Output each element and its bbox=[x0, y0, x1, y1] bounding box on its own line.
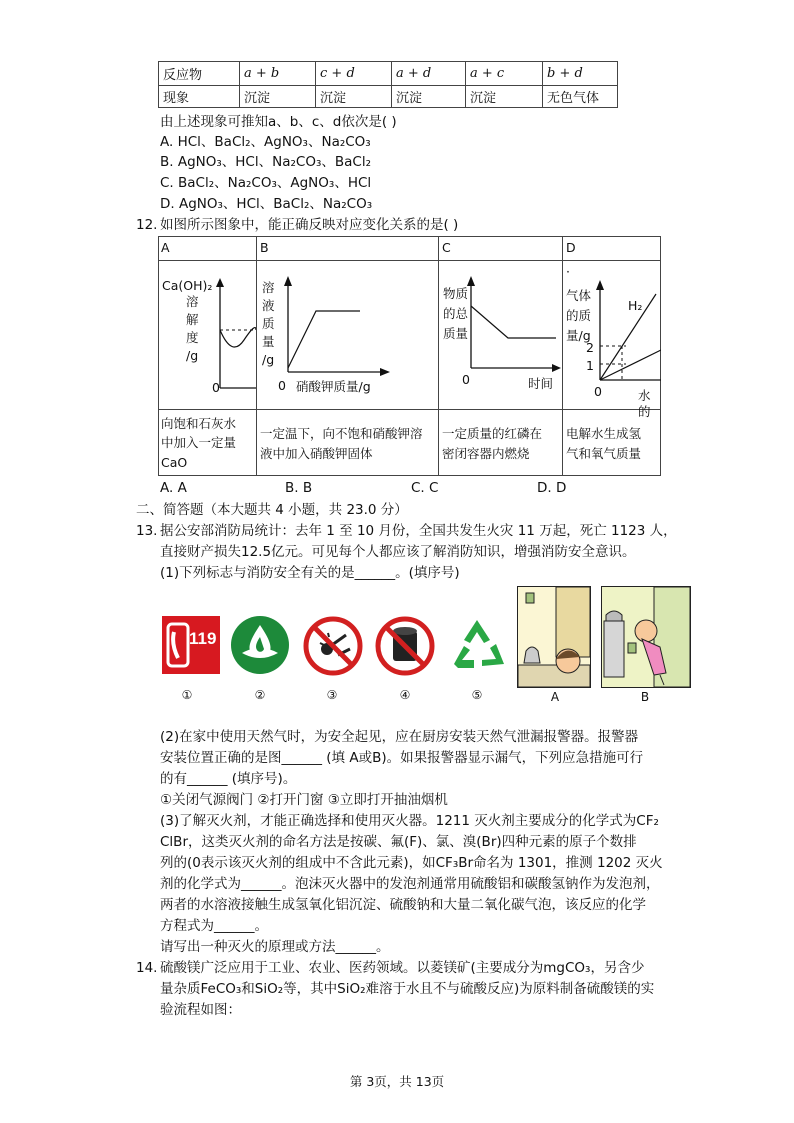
q11-option-b: B. AgNO₃、HCl、Na₂CO₃、BaCl₂ bbox=[160, 154, 371, 170]
graph-b-origin: 0 bbox=[278, 378, 286, 393]
table-cell: a + c bbox=[466, 62, 543, 86]
q13-sub3-line5: 两者的水溶液接触生成氢氧化铝沉淀、硫酸钠和大量二氧化碳气泡，该反应的化学 bbox=[160, 897, 646, 913]
sign-label-1: ① bbox=[181, 688, 193, 702]
q13-sub1: (1)下列标志与消防安全有关的是______。(填序号) bbox=[160, 565, 460, 581]
no-flammable-barrel-sign bbox=[374, 615, 436, 681]
graph-c-ylabel-1: 物质 bbox=[443, 286, 469, 301]
water-drop-sign bbox=[230, 615, 290, 679]
q12-option-d: D. D bbox=[537, 480, 567, 496]
graph-b-ylabel-1: 溶 bbox=[262, 280, 275, 295]
kitchen-picture-b bbox=[601, 586, 691, 688]
graph-a-ylabel-4: /g bbox=[186, 348, 199, 363]
q13-para-1: 据公安部消防局统计：去年 1 至 10 月份，全国共发生火灾 11 万起，死亡 1123 人， bbox=[160, 523, 677, 539]
reaction-table bbox=[158, 61, 618, 108]
q12-number: 12. bbox=[136, 217, 158, 233]
graph-b-plot bbox=[280, 276, 390, 378]
recycle-sign bbox=[446, 614, 508, 680]
table-cell: a + d bbox=[392, 62, 466, 86]
desc-b-2: 液中加入硝酸钾固体 bbox=[260, 446, 373, 461]
header-a: A bbox=[161, 240, 170, 255]
q13-number: 13. bbox=[136, 523, 158, 539]
graph-b-ylabel-5: /g bbox=[262, 352, 275, 367]
q14-para-2: 量杂质FeCO₃和SiO₂等，其中SiO₂难溶于水且不与硫酸反应)为原料制备硫酸镁的实 bbox=[160, 981, 655, 997]
graph-a-origin: 0 bbox=[212, 380, 220, 395]
picture-label-b: B bbox=[640, 690, 650, 704]
table-cell: 沉淀 bbox=[466, 86, 543, 108]
no-fireworks-sign bbox=[302, 615, 364, 681]
q13-sub3-line2: ClBr，这类灭火剂的命名方法是按碳、氟(F)、氯、溴(Br)四种元素的原子个数排 bbox=[160, 834, 637, 850]
sign-label-5: ⑤ bbox=[471, 688, 483, 702]
q13-sub2-line1: (2)在家中使用天然气时，为安全起见，应在厨房安装天然气泄漏报警器。报警器 bbox=[160, 729, 639, 745]
q11-stem: 由上述现象可推知a、b、c、d依次是( ) bbox=[160, 114, 397, 130]
graph-d-tick-1: 1 bbox=[586, 358, 594, 373]
kitchen-scene-a-icon bbox=[518, 587, 590, 687]
graph-d-xlabel: 水的 bbox=[638, 388, 651, 419]
graph-a-ylabel-2: 解 bbox=[186, 312, 199, 327]
graph-a-ylabel-1: 溶 bbox=[186, 294, 199, 309]
graph-c-origin: 0 bbox=[462, 372, 470, 387]
graph-d-series-label: H₂ bbox=[628, 298, 643, 313]
section-title: 二、简答题（本大题共 4 小题，共 23.0 分） bbox=[136, 502, 408, 518]
fire-phone-119-sign bbox=[162, 616, 220, 674]
desc-a-1: 向饱和石灰水 bbox=[161, 416, 237, 431]
q13-sub2-line2: 安装位置正确的是图______ (填 A或B)。如果报警器显示漏气，下列应急措施可行 bbox=[160, 750, 644, 766]
q11-option-a: A. HCl、BaCl₂、AgNO₃、Na₂CO₃ bbox=[160, 134, 371, 150]
q13-sub3-line1: (3)了解灭火剂，才能正确选择和使用灭火器。1211 灭火剂主要成分的化学式为CF₂ bbox=[160, 813, 659, 829]
picture-label-a: A bbox=[550, 690, 560, 704]
graph-b-ylabel-3: 质 bbox=[262, 316, 275, 331]
desc-a-2: 中加入一定量 bbox=[161, 435, 237, 450]
graph-b-ylabel-4: 量 bbox=[262, 334, 275, 349]
graph-c-plot bbox=[466, 276, 561, 376]
kitchen-picture-a bbox=[517, 586, 591, 688]
sign-label-2: ② bbox=[254, 688, 266, 702]
q11-option-c: C. BaCl₂、Na₂CO₃、AgNO₃、HCl bbox=[160, 175, 372, 191]
graph-d-dot: · bbox=[566, 264, 570, 279]
desc-c-2: 密闭容器内燃烧 bbox=[442, 446, 530, 461]
q13-sub3-line6: 方程式为______。 bbox=[160, 918, 268, 934]
graph-c-xlabel: 时间 bbox=[528, 376, 554, 391]
graph-table bbox=[158, 236, 661, 476]
sign-label-3: ③ bbox=[326, 688, 338, 702]
desc-b-1: 一定温下，向不饱和硝酸钾溶 bbox=[260, 426, 423, 441]
graph-c-ylabel-3: 质量 bbox=[443, 326, 469, 341]
table-cell: 沉淀 bbox=[392, 86, 466, 108]
header-c: C bbox=[442, 240, 451, 255]
graph-d-ylabel-2: 的质 bbox=[566, 308, 592, 323]
q12-stem: 如图所示图象中，能正确反映对应变化关系的是( ) bbox=[160, 217, 459, 233]
graph-d-plot bbox=[596, 280, 661, 386]
graph-c-ylabel-2: 的总 bbox=[443, 306, 469, 321]
sign-label-4: ④ bbox=[399, 688, 411, 702]
table-cell: 沉淀 bbox=[240, 86, 316, 108]
graph-d-ylabel-3: 量/g bbox=[566, 328, 591, 343]
q13-sub3-line4: 剂的化学式为______。泡沫灭火器中的发泡剂通常用硫酸铝和碳酸氢钠作为发泡剂， bbox=[160, 876, 660, 892]
table-cell: 反应物 bbox=[159, 62, 240, 86]
desc-d-1: 电解水生成氢 bbox=[566, 426, 642, 441]
q11-option-d: D. AgNO₃、HCl、BaCl₂、Na₂CO₃ bbox=[160, 196, 373, 212]
q13-sub3-line7: 请写出一种灭火的原理或方法______。 bbox=[160, 939, 390, 955]
graph-a-ylabel-3: 度 bbox=[186, 330, 199, 345]
q13-sub2-line3: 的有______ (填序号)。 bbox=[160, 771, 297, 787]
table-cell: c + d bbox=[316, 62, 392, 86]
table-cell: 无色气体 bbox=[543, 86, 618, 108]
q12-option-c: C. C bbox=[411, 480, 439, 496]
header-b: B bbox=[260, 240, 269, 255]
q14-number: 14. bbox=[136, 960, 158, 976]
desc-d-2: 气和氧气质量 bbox=[566, 446, 642, 461]
no-barrel-icon bbox=[374, 615, 436, 677]
q14-para-3: 验流程如图： bbox=[160, 1002, 241, 1018]
graph-d-tick-2: 2 bbox=[586, 340, 594, 355]
table-cell: a + b bbox=[240, 62, 316, 86]
table-cell: b + d bbox=[543, 62, 618, 86]
table-cell: 沉淀 bbox=[316, 86, 392, 108]
graph-d-ylabel-1: 气体 bbox=[566, 288, 592, 303]
sign-119-text: 119 bbox=[189, 629, 217, 648]
page-footer: 第 3页，共 13页 bbox=[349, 1074, 445, 1089]
graph-a-title: Ca(OH)₂ bbox=[162, 278, 213, 293]
q13-sub2-options: ①关闭气源阀门 ②打开门窗 ③立即打开抽油烟机 bbox=[160, 792, 448, 808]
table-cell: 现象 bbox=[159, 86, 240, 108]
desc-a-3: CaO bbox=[161, 455, 188, 470]
q13-sub3-line3: 列的(0表示该灭火剂的组成中不含此元素)，如CF₃Br命名为 1301，推测 1202 灭火 bbox=[160, 855, 663, 871]
header-d: D bbox=[566, 240, 576, 255]
graph-b-xlabel: 硝酸钾质量/g bbox=[296, 379, 371, 394]
no-fire-icon bbox=[302, 615, 364, 677]
q12-option-b: B. B bbox=[285, 480, 313, 496]
desc-c-1: 一定质量的红磷在 bbox=[442, 426, 543, 441]
recycle-icon bbox=[446, 614, 508, 676]
water-drop-icon bbox=[230, 615, 290, 675]
q13-para-2: 直接财产损失12.5亿元。可见每个人都应该了解消防知识，增强消防安全意识。 bbox=[160, 544, 636, 560]
q12-option-a: A. A bbox=[160, 480, 187, 496]
kitchen-scene-b-icon bbox=[602, 587, 690, 687]
graph-d-origin: 0 bbox=[594, 384, 602, 399]
q14-para-1: 硫酸镁广泛应用于工业、农业、医药领域。以菱镁矿(主要成分为mgCO₃，另含少 bbox=[160, 960, 645, 976]
graph-b-ylabel-2: 液 bbox=[262, 298, 275, 313]
